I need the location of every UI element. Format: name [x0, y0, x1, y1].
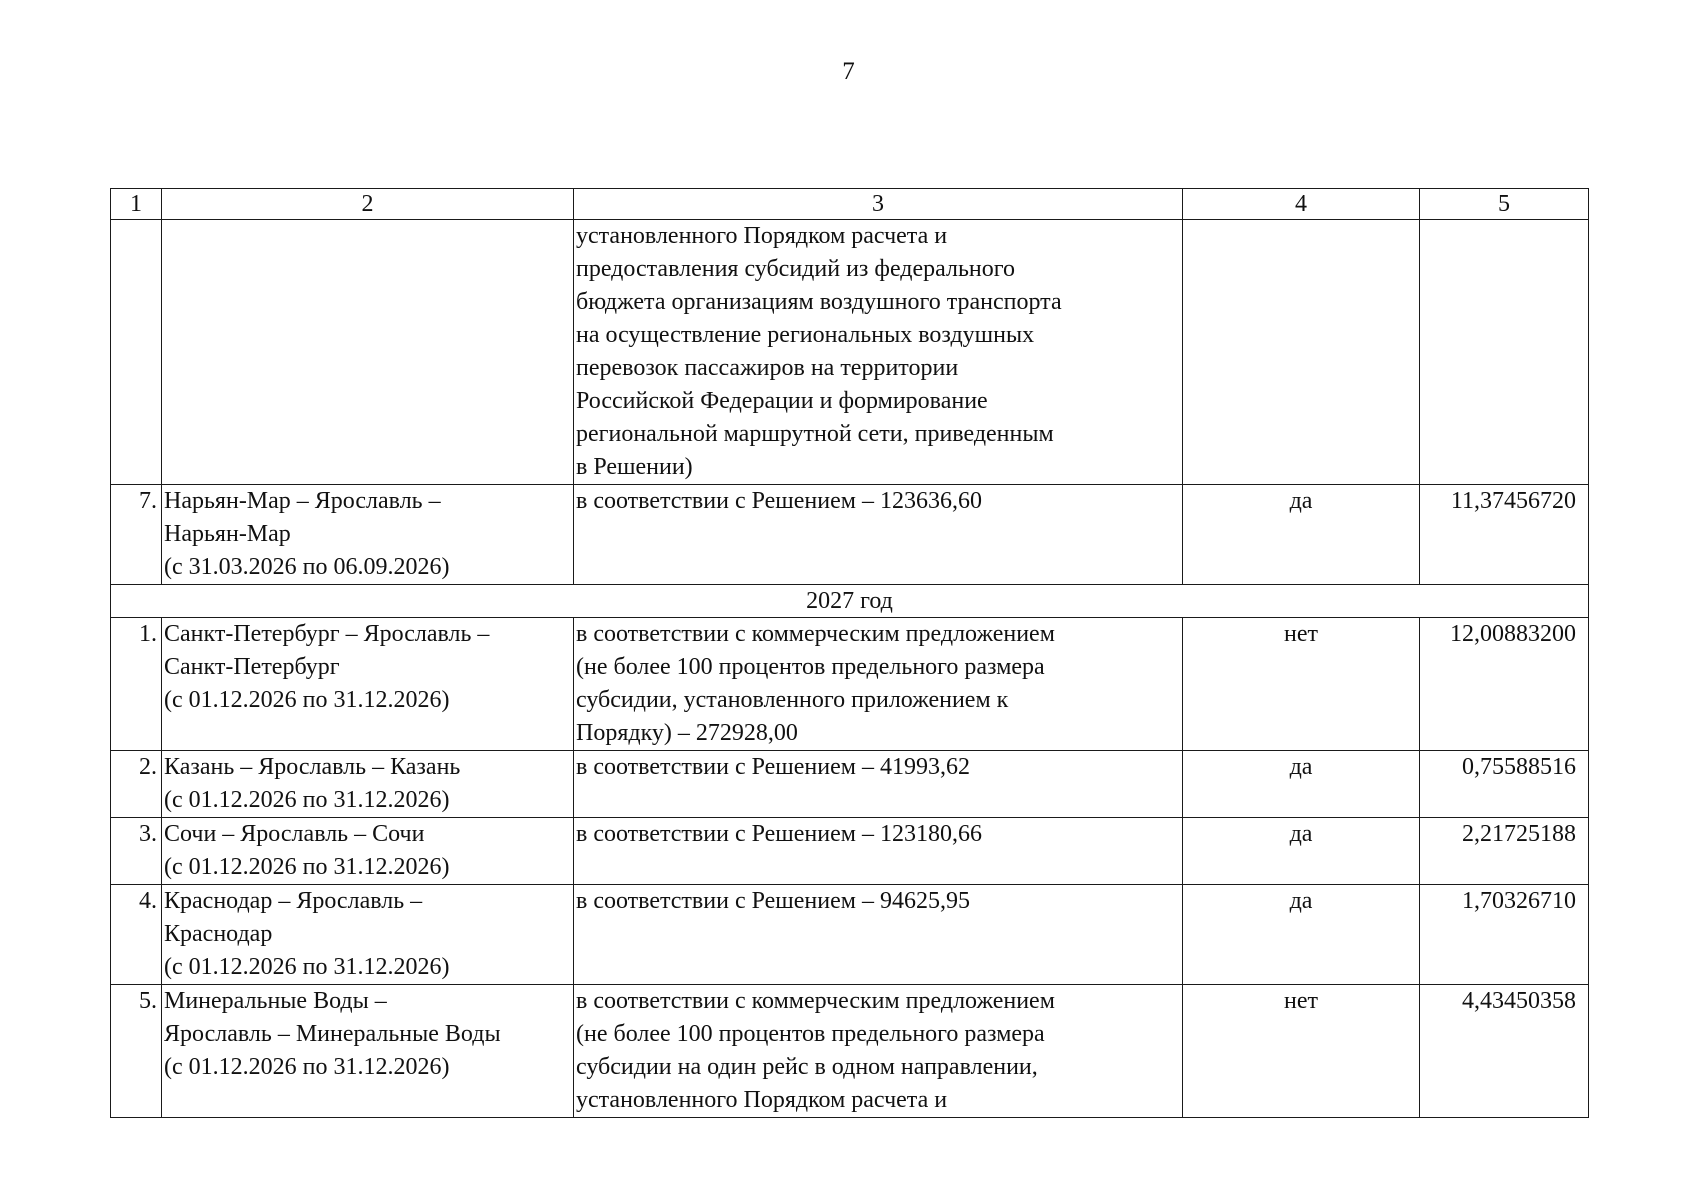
row-number: 2.: [111, 751, 162, 818]
flag-cell: нет: [1183, 985, 1420, 1118]
flag-cell: да: [1183, 818, 1420, 885]
flag-cell: да: [1183, 885, 1420, 985]
header-col-4: 4: [1183, 189, 1420, 220]
page-number: 7: [842, 58, 855, 85]
description-cell: в соответствии с Решением – 94625,95: [574, 885, 1183, 985]
table-row: [111, 885, 1589, 985]
row-number: 7.: [111, 485, 162, 585]
value-cell: 1,70326710: [1420, 885, 1589, 985]
value-cell: [1420, 220, 1589, 485]
table-row: [111, 618, 1589, 751]
table-row: [111, 485, 1589, 585]
row-number: 4.: [111, 885, 162, 985]
table-row: [111, 985, 1589, 1118]
table-row: [111, 751, 1589, 818]
row-number: 5.: [111, 985, 162, 1118]
row-number: 3.: [111, 818, 162, 885]
table-row: [111, 818, 1589, 885]
flag-cell: [1183, 220, 1420, 485]
value-cell: 2,21725188: [1420, 818, 1589, 885]
route-cell: Сочи – Ярославль – Сочи (с 01.12.2026 по 31.12.2026): [162, 818, 574, 885]
value-cell: 4,43450358: [1420, 985, 1589, 1118]
flag-cell: да: [1183, 751, 1420, 818]
header-col-3: 3: [574, 189, 1183, 220]
description-cell: в соответствии с Решением – 123636,60: [574, 485, 1183, 585]
route-cell: Минеральные Воды – Ярославль – Минеральные Воды (с 01.12.2026 по 31.12.2026): [162, 985, 574, 1118]
flag-cell: нет: [1183, 618, 1420, 751]
flag-cell: да: [1183, 485, 1420, 585]
year-label: 2027 год: [111, 585, 1589, 618]
description-cell: в соответствии с Решением – 123180,66: [574, 818, 1183, 885]
route-cell: Нарьян-Мар – Ярославль – Нарьян-Мар (с 31.03.2026 по 06.09.2026): [162, 485, 574, 585]
route-cell: [162, 220, 574, 485]
route-cell: Казань – Ярославль – Казань (с 01.12.2026 по 31.12.2026): [162, 751, 574, 818]
value-cell: 12,00883200: [1420, 618, 1589, 751]
route-cell: Краснодар – Ярославль – Краснодар (с 01.12.2026 по 31.12.2026): [162, 885, 574, 985]
value-cell: 11,37456720: [1420, 485, 1589, 585]
header-col-2: 2: [162, 189, 574, 220]
value-cell: 0,75588516: [1420, 751, 1589, 818]
row-number: [111, 220, 162, 485]
description-cell: установленного Порядком расчета и предоставления субсидий из федерального бюджета организациям воздушного транспорта на осуществление региональных воздушных перевозок пассажиров на территории Российской Федерации и формирование региональной маршрутной сети, приведенным в Решении): [574, 220, 1183, 485]
table-row-continued: [111, 220, 1589, 485]
header-col-5: 5: [1420, 189, 1589, 220]
year-section-row: [111, 585, 1589, 618]
table-header-row: [111, 189, 1589, 220]
description-cell: в соответствии с Решением – 41993,62: [574, 751, 1183, 818]
description-cell: в соответствии с коммерческим предложением (не более 100 процентов предельного размера субсидии, установленного приложением к Порядку) – 272928,00: [574, 618, 1183, 751]
description-cell: в соответствии с коммерческим предложением (не более 100 процентов предельного размера субсидии на один рейс в одном направлении, установленного Порядком расчета и: [574, 985, 1183, 1118]
subsidy-table: [110, 188, 1589, 1118]
row-number: 1.: [111, 618, 162, 751]
route-cell: Санкт-Петербург – Ярославль – Санкт-Петербург (с 01.12.2026 по 31.12.2026): [162, 618, 574, 751]
header-col-1: 1: [111, 189, 162, 220]
